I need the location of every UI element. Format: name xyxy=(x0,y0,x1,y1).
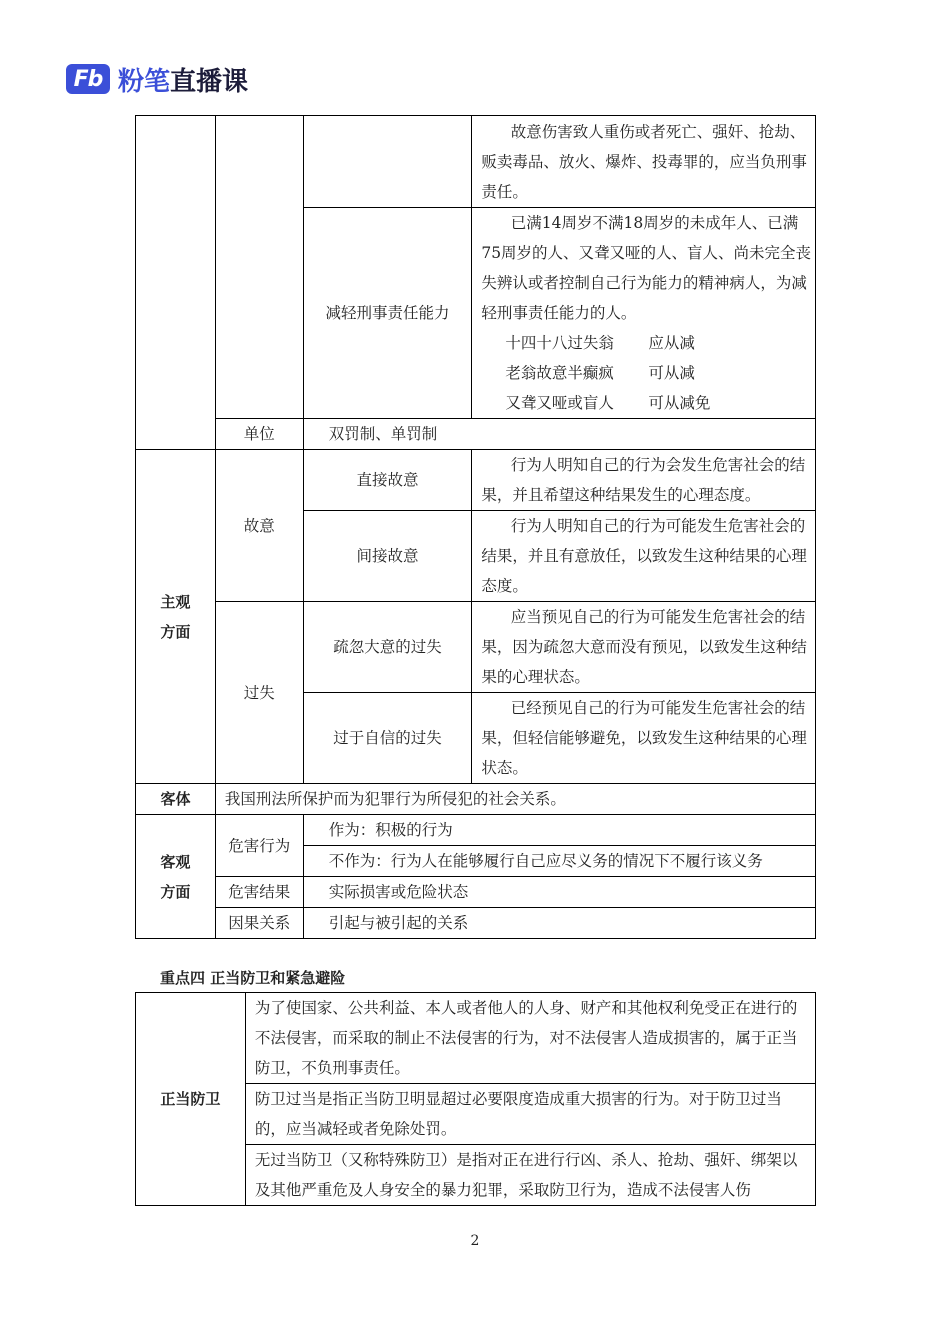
unit-label: 单位 xyxy=(215,419,303,450)
overconfident-negligence-desc: 已经预见自己的行为可能发生危害社会的结果，但轻信能够避免，以致发生这种结果的心理状态。 xyxy=(472,693,816,784)
careless-negligence-label: 疏忽大意的过失 xyxy=(303,602,472,693)
direct-intent-desc: 行为人明知自己的行为会发生危害社会的结果，并且希望这种结果发生的心理态度。 xyxy=(472,450,816,511)
brand-logo xyxy=(66,62,248,96)
act-desc: 作为：积极的行为 xyxy=(303,815,815,846)
criminal-law-table xyxy=(135,115,816,939)
object-desc: 我国刑法所保护而为犯罪行为所侵犯的社会关系。 xyxy=(215,784,815,815)
harm-result-label: 危害结果 xyxy=(215,877,303,908)
rhyme-line: 又聋又哑或盲人 可从减免 xyxy=(505,394,711,412)
object-label: 客体 xyxy=(136,784,216,815)
self-defense-table xyxy=(135,992,816,1206)
logo-text-part-a: 粉笔 xyxy=(118,66,171,97)
rhyme-line: 十四十八过失翁 应从减 xyxy=(505,334,695,352)
indirect-intent-label: 间接故意 xyxy=(303,511,472,602)
page-number: 2 xyxy=(470,1233,480,1249)
logo-text-part-b: 直播课 xyxy=(170,66,249,97)
causation-label: 因果关系 xyxy=(215,908,303,939)
reduced-capacity-desc: 已满14周岁不满18周岁的未成年人、已满75周岁的人、又聋又哑的人、盲人、尚未完全丧失辨认或者控制自己行为能力的精神病人，为减轻刑事责任能力的人。 xyxy=(481,214,812,322)
harm-crimes-desc: 故意伤害致人重伤或者死亡、强奸、抢劫、贩卖毒品、放火、爆炸、投毒罪的，应当负刑事责任。 xyxy=(472,116,816,208)
unit-desc: 双罚制、单罚制 xyxy=(303,419,815,450)
table-cell-empty xyxy=(303,116,472,208)
reduced-capacity-cell xyxy=(472,208,816,419)
careless-negligence-desc: 应当预见自己的行为可能发生危害社会的结果，因为疏忽大意而没有预见，以致发生这种结果的心理状态。 xyxy=(472,602,816,693)
causation-desc: 引起与被引起的关系 xyxy=(303,908,815,939)
self-defense-label: 正当防卫 xyxy=(136,993,246,1206)
intent-label: 故意 xyxy=(215,450,303,602)
table-cell-empty xyxy=(136,116,216,450)
overconfident-negligence-label: 过于自信的过失 xyxy=(303,693,472,784)
excessive-defense-desc: 防卫过当是指正当防卫明显超过必要限度造成重大损害的行为。对于防卫过当的，应当减轻或者免除处罚。 xyxy=(245,1084,815,1145)
harmful-act-label: 危害行为 xyxy=(215,815,303,877)
reduced-capacity-label: 减轻刑事责任能力 xyxy=(303,208,472,419)
indirect-intent-desc: 行为人明知自己的行为可能发生危害社会的结果，并且有意放任，以致发生这种结果的心理态度。 xyxy=(472,511,816,602)
objective-aspect-label: 客观方面 xyxy=(136,815,216,939)
harm-result-desc: 实际损害或危险状态 xyxy=(303,877,815,908)
logo-text xyxy=(118,61,248,98)
special-defense-desc: 无过当防卫（又称特殊防卫）是指对正在进行行凶、杀人、抢劫、强奸、绑架以及其他严重危及人身安全的暴力犯罪，采取防卫行为，造成不法侵害人伤 xyxy=(245,1145,815,1206)
rhyme-line: 老翁故意半癫疯 可从减 xyxy=(505,364,695,382)
negligence-label: 过失 xyxy=(215,602,303,784)
table-cell-empty xyxy=(215,116,303,419)
logo-mark: Fb xyxy=(66,64,110,94)
self-defense-definition: 为了使国家、公共利益、本人或者他人的人身、财产和其他权利免受正在进行的不法侵害，而采取的制止不法侵害的行为，对不法侵害人造成损害的，属于正当防卫，不负刑事责任。 xyxy=(245,993,815,1084)
subjective-aspect-label: 主观方面 xyxy=(136,450,216,784)
section-title: 重点四 正当防卫和紧急避险 xyxy=(160,969,346,987)
omission-desc: 不作为：行为人在能够履行自己应尽义务的情况下不履行该义务 xyxy=(303,846,815,877)
direct-intent-label: 直接故意 xyxy=(303,450,472,511)
